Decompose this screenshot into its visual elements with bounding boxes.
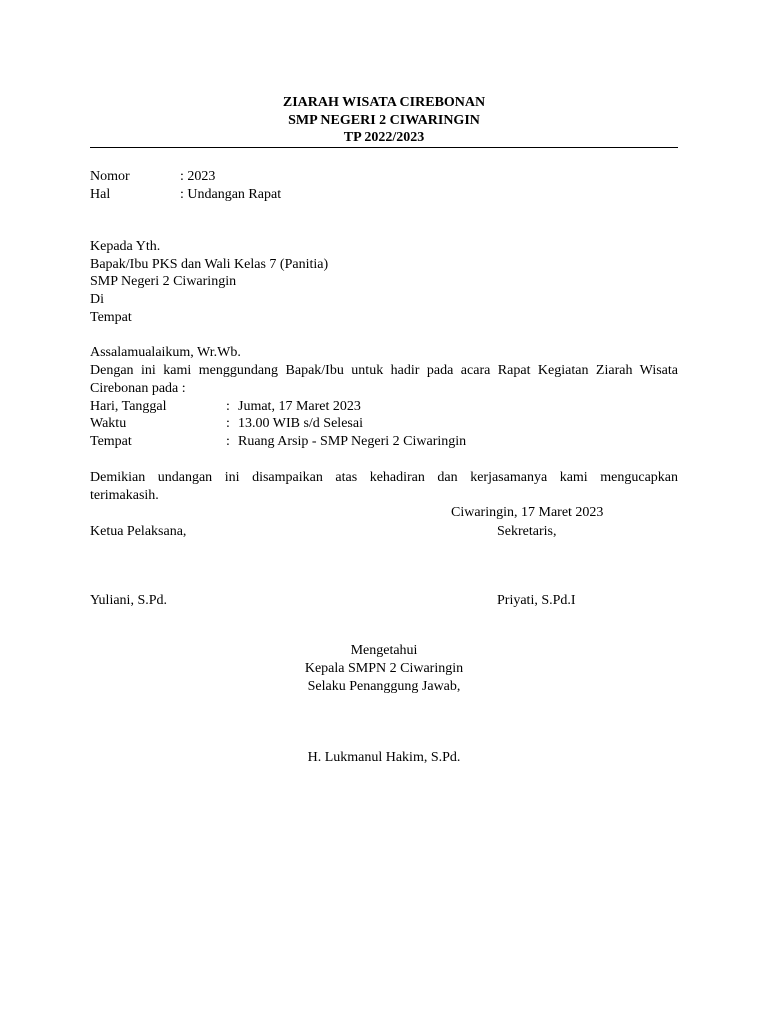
acknowledge-line: Selaku Penanggung Jawab, — [307, 679, 461, 694]
hal-label: Hal — [90, 187, 111, 202]
right-signatory-title: Sekretaris, — [497, 524, 557, 539]
detail-value: Jumat, 17 Maret 2023 — [238, 399, 361, 414]
nomor-label: Nomor — [90, 169, 130, 184]
nomor-value: : 2023 — [180, 169, 216, 184]
header-year: TP 2022/2023 — [343, 130, 425, 145]
intro-paragraph-line: Cirebonan pada : — [90, 381, 186, 396]
detail-value: 13.00 WIB s/d Selesai — [238, 416, 363, 431]
acknowledge-line: Mengetahui — [350, 643, 418, 658]
detail-label: Tempat — [90, 434, 132, 449]
detail-separator: : — [226, 399, 230, 414]
header-rule — [90, 147, 678, 148]
detail-separator: : — [226, 434, 230, 449]
left-signatory-title: Ketua Pelaksana, — [90, 524, 187, 539]
recipient-line: Tempat — [90, 310, 132, 325]
recipient-line: Di — [90, 292, 104, 307]
detail-value: Ruang Arsip - SMP Negeri 2 Ciwaringin — [238, 434, 467, 449]
header-title: ZIARAH WISATA CIREBONAN — [282, 95, 486, 110]
intro-paragraph-line: Dengan ini kami menggundang Bapak/Ibu untuk hadir pada acara Rapat Kegiatan Ziarah Wisata — [90, 363, 678, 378]
greeting: Assalamualaikum, Wr.Wb. — [90, 345, 241, 360]
header-school: SMP NEGERI 2 CIWARINGIN — [288, 113, 480, 128]
detail-label: Waktu — [90, 416, 127, 431]
acknowledge-line: Kepala SMPN 2 Ciwaringin — [304, 661, 464, 676]
recipient-line: Kepada Yth. — [90, 239, 161, 254]
detail-separator: : — [226, 416, 230, 431]
detail-label: Hari, Tanggal — [90, 399, 167, 414]
left-signatory-name: Yuliani, S.Pd. — [90, 593, 168, 608]
closing-paragraph-line: Demikian undangan ini disampaikan atas kehadiran dan kerjasamanya kami mengucapkan — [90, 470, 678, 485]
recipient-line: Bapak/Ibu PKS dan Wali Kelas 7 (Panitia) — [90, 257, 329, 272]
place-date: Ciwaringin, 17 Maret 2023 — [451, 505, 604, 520]
right-signatory-name: Priyati, S.Pd.I — [497, 593, 576, 608]
recipient-line: SMP Negeri 2 Ciwaringin — [90, 274, 237, 289]
principal-name: H. Lukmanul Hakim, S.Pd. — [307, 750, 461, 765]
closing-paragraph-line: terimakasih. — [90, 488, 159, 503]
hal-value: : Undangan Rapat — [180, 187, 282, 202]
